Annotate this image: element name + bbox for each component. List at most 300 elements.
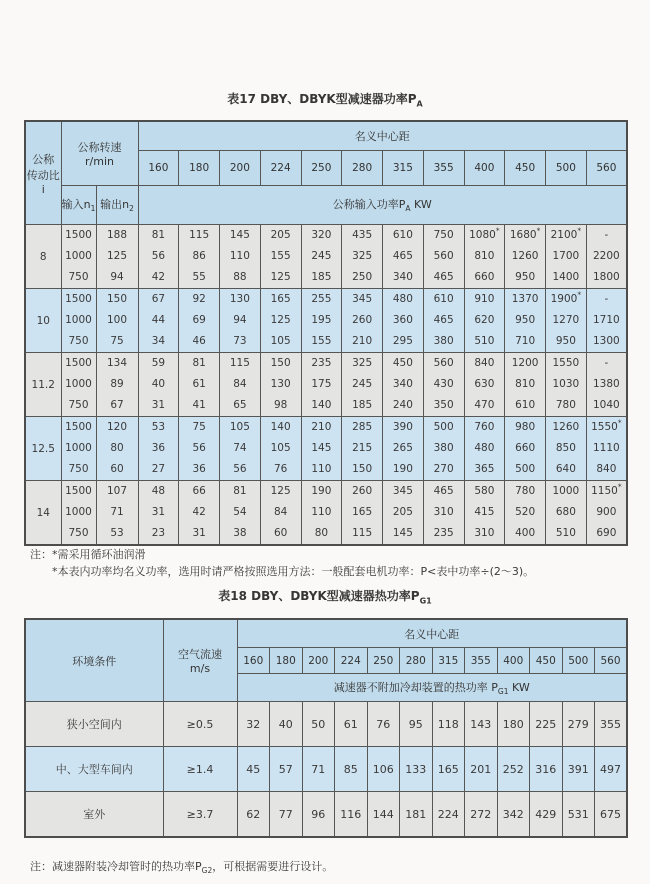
value-line: 235: [433, 527, 454, 539]
value-line: 560: [433, 250, 454, 262]
value-line: -: [604, 293, 609, 305]
table17-note-line2: *本表内功率均名义功率，选用时请严格按照选用方法：一般配套电机功率：P<表中功率÷(2～3)。: [52, 565, 535, 578]
power-value-cell: [423, 353, 464, 417]
value-line: 134: [106, 357, 128, 369]
value-line: 27: [151, 463, 166, 475]
thermal-power-subscript: G1: [497, 687, 509, 697]
power-value-cell: [505, 353, 546, 417]
value-line: 250: [352, 271, 373, 283]
value-line: 190: [392, 463, 413, 475]
center-distance-cell: 355: [423, 151, 464, 186]
value-line: 165: [270, 293, 291, 305]
thermal-power-cell: 77: [270, 792, 303, 838]
value-line: 610: [433, 293, 454, 305]
value-line: 510: [555, 527, 576, 539]
thermal-power-cell: 40: [270, 702, 303, 747]
value-line: 450: [392, 357, 413, 369]
input-speed-subscript: 1: [90, 204, 96, 214]
thermal-power-cell: 76: [367, 702, 400, 747]
thermal-power-cell: 224: [432, 792, 465, 838]
value-line: 84: [273, 506, 288, 518]
value-line: 145: [392, 527, 413, 539]
ratio-cell: 8: [25, 225, 61, 289]
value-line: 950: [515, 314, 536, 326]
center-distance-cell: 180: [270, 648, 303, 674]
value-line: 84: [233, 378, 247, 390]
oil-lubrication-asterisk: *: [577, 290, 582, 300]
center-distance-cell: 250: [301, 151, 342, 186]
power-value-cell: [260, 481, 301, 546]
value-line: 69: [192, 314, 206, 326]
thermal-power-header: [237, 674, 627, 702]
power-value-cell: [260, 417, 301, 481]
thermal-power-cell: 62: [237, 792, 270, 838]
value-line: 760: [474, 421, 495, 433]
input-power-header: [138, 186, 627, 225]
center-distance-header: 名义中心距: [138, 121, 627, 151]
value-line: 110: [311, 463, 332, 475]
output-speed-cell: [96, 289, 138, 353]
thermal-power-cell: 50: [302, 702, 335, 747]
power-value-cell: [586, 225, 627, 289]
value-line: 86: [192, 250, 206, 262]
ratio-cell: 10: [25, 289, 61, 353]
center-distance-cell: 200: [220, 151, 261, 186]
value-line: 520: [515, 506, 536, 518]
value-line: 1550*: [591, 418, 622, 433]
value-line: 53: [151, 421, 166, 433]
value-line: 41: [192, 399, 206, 411]
input-power-subscript: A: [405, 204, 411, 214]
table18-row: [25, 792, 627, 838]
value-line: 255: [311, 293, 332, 305]
thermal-power-cell: 165: [432, 747, 465, 792]
power-value-cell: [423, 289, 464, 353]
value-line: 295: [392, 335, 413, 347]
value-line: 2100*: [550, 226, 582, 241]
thermal-power-cell: 57: [270, 747, 303, 792]
table18-title-text: 表18 DBY、DBYK型减速器热功率P: [218, 589, 420, 603]
value-line: 285: [352, 421, 373, 433]
thermal-power-cell: 61: [335, 702, 368, 747]
value-line: 630: [474, 378, 495, 390]
table17-body: [25, 225, 627, 546]
value-line: 560: [433, 357, 454, 369]
power-value-cell: [546, 225, 587, 289]
value-line: 350: [433, 399, 454, 411]
value-line: 89: [110, 378, 124, 390]
power-value-cell: [220, 353, 261, 417]
value-line: 140: [270, 421, 291, 433]
value-line: 67: [110, 399, 124, 411]
value-line: 840: [474, 357, 495, 369]
value-line: 150: [352, 463, 373, 475]
air-speed-line1: 空气流速: [178, 648, 222, 661]
value-line: 215: [352, 442, 373, 454]
power-value-cell: [301, 289, 342, 353]
value-line: 1700: [552, 250, 580, 262]
table17: [24, 120, 628, 546]
thermal-power-cell: 45: [237, 747, 270, 792]
value-line: 48: [151, 485, 166, 497]
value-line: 210: [311, 421, 332, 433]
power-value-cell: [301, 353, 342, 417]
environment-cell: 狭小空间内: [25, 702, 163, 747]
power-value-cell: [505, 289, 546, 353]
center-distance-cell: 560: [595, 648, 628, 674]
air-speed-cell: ≥0.5: [163, 702, 237, 747]
value-line: 1000: [552, 485, 580, 497]
table17-ratio-block-row: [25, 225, 627, 289]
value-line: 120: [106, 421, 128, 433]
power-value-cell: [342, 481, 383, 546]
value-line: 360: [392, 314, 413, 326]
thermal-power-cell: 143: [465, 702, 498, 747]
value-line: 60: [273, 527, 288, 539]
value-line: 88: [233, 271, 247, 283]
value-line: 145: [311, 442, 332, 454]
value-line: 240: [392, 399, 413, 411]
center-distance-cell: 500: [562, 648, 595, 674]
thermal-power-cell: 355: [595, 702, 628, 747]
value-line: 1000: [65, 442, 92, 454]
power-value-cell: [586, 289, 627, 353]
table18-body: [25, 702, 627, 838]
value-line: 1000: [65, 314, 92, 326]
power-value-cell: [179, 353, 220, 417]
value-line: 245: [311, 250, 332, 262]
value-line: 185: [352, 399, 373, 411]
input-speed-header: [61, 186, 96, 225]
power-value-cell: [342, 353, 383, 417]
value-line: 1000: [65, 378, 92, 390]
power-value-cell: [546, 481, 587, 546]
value-line: 1000: [65, 250, 92, 262]
thermal-power-unit: KW: [508, 680, 530, 694]
input-speed-label: 输入n: [61, 198, 91, 212]
power-value-cell: [260, 353, 301, 417]
value-line: 900: [596, 506, 617, 518]
value-line: 155: [270, 250, 291, 262]
value-line: 340: [392, 378, 413, 390]
value-line: 44: [151, 314, 166, 326]
thermal-power-cell: 116: [335, 792, 368, 838]
power-value-cell: [505, 417, 546, 481]
thermal-power-cell: 225: [530, 702, 563, 747]
value-line: 130: [229, 293, 250, 305]
power-value-cell: [301, 417, 342, 481]
thermal-power-cell: 316: [530, 747, 563, 792]
thermal-power-cell: 133: [400, 747, 433, 792]
value-line: 1030: [552, 378, 580, 390]
value-line: 80: [110, 442, 124, 454]
value-line: 94: [110, 271, 124, 283]
value-line: 1500: [65, 229, 92, 241]
power-value-cell: [586, 353, 627, 417]
value-line: 380: [433, 335, 454, 347]
value-line: 1200: [511, 357, 539, 369]
value-line: 31: [192, 527, 206, 539]
thermal-power-label: 减速器不附加冷却装置的热功率 P: [333, 680, 498, 694]
value-line: 125: [270, 485, 291, 497]
power-value-cell: [464, 289, 505, 353]
table17-title-text: 表17 DBY、DBYK型减速器功率P: [227, 92, 417, 106]
thermal-power-cell: 118: [432, 702, 465, 747]
power-value-cell: [505, 225, 546, 289]
value-line: 115: [189, 229, 210, 241]
ratio-header-line1: 公称: [32, 152, 55, 166]
value-line: 46: [192, 335, 206, 347]
power-value-cell: [383, 289, 424, 353]
value-line: 115: [229, 357, 250, 369]
input-speed-cell: [61, 289, 96, 353]
center-distance-cell: 315: [383, 151, 424, 186]
environment-cell: 中、大型车间内: [25, 747, 163, 792]
value-line: 850: [555, 442, 576, 454]
value-line: 610: [392, 229, 413, 241]
thermal-power-cell: 180: [497, 702, 530, 747]
table18: [24, 618, 628, 838]
power-value-cell: [383, 481, 424, 546]
power-value-cell: [138, 289, 179, 353]
value-line: 1900*: [550, 290, 582, 305]
output-speed-cell: [96, 225, 138, 289]
input-speed-cell: [61, 225, 96, 289]
table18-note: [30, 858, 333, 879]
power-value-cell: [179, 225, 220, 289]
value-line: 56: [192, 442, 206, 454]
center-distance-cell: 224: [260, 151, 301, 186]
power-value-cell: [179, 289, 220, 353]
value-line: 210: [352, 335, 373, 347]
oil-lubrication-asterisk: *: [617, 418, 622, 428]
value-line: 840: [596, 463, 617, 475]
table17-title-subscript: A: [416, 99, 423, 109]
power-value-cell: [383, 225, 424, 289]
value-line: 107: [106, 485, 128, 497]
value-line: 235: [311, 357, 332, 369]
value-line: 23: [151, 527, 166, 539]
value-line: 415: [474, 506, 495, 518]
value-line: 76: [273, 463, 288, 475]
center-distance-cell: 280: [400, 648, 433, 674]
thermal-power-cell: 279: [562, 702, 595, 747]
value-line: 325: [352, 250, 373, 262]
value-line: 71: [110, 506, 124, 518]
power-value-cell: [342, 225, 383, 289]
value-line: 40: [151, 378, 166, 390]
thermal-power-cell: 32: [237, 702, 270, 747]
value-line: 60: [110, 463, 124, 475]
value-line: 780: [515, 485, 536, 497]
center-distance-cell: 250: [367, 648, 400, 674]
table18-title-subscript: G1: [419, 596, 432, 606]
thermal-power-cell: 85: [335, 747, 368, 792]
value-line: 56: [151, 250, 166, 262]
center-distance-header: 名义中心距: [237, 619, 627, 648]
power-value-cell: [220, 481, 261, 546]
output-speed-cell: [96, 417, 138, 481]
center-distance-cell: 224: [335, 648, 368, 674]
value-line: 1000: [65, 506, 92, 518]
power-value-cell: [260, 289, 301, 353]
value-line: 190: [311, 485, 332, 497]
value-line: 260: [352, 485, 373, 497]
air-speed-header: [163, 619, 237, 702]
value-line: 56: [233, 463, 247, 475]
table18-title: [0, 587, 650, 605]
input-power-label: 公称输入功率P: [332, 198, 406, 212]
table18-note-subscript: G2: [201, 866, 213, 876]
input-speed-cell: [61, 481, 96, 546]
value-line: -: [604, 357, 609, 369]
value-line: 470: [474, 399, 495, 411]
input-speed-cell: [61, 353, 96, 417]
value-line: 94: [233, 314, 247, 326]
value-line: 510: [474, 335, 495, 347]
power-value-cell: [342, 289, 383, 353]
value-line: 1680*: [509, 226, 541, 241]
value-line: 125: [270, 314, 291, 326]
center-distance-cell: 450: [505, 151, 546, 186]
value-line: 53: [110, 527, 124, 539]
power-value-cell: [220, 225, 261, 289]
value-line: 340: [392, 271, 413, 283]
value-line: 750: [68, 399, 89, 411]
value-line: 345: [392, 485, 413, 497]
value-line: 435: [352, 229, 373, 241]
value-line: 130: [270, 378, 291, 390]
table18-row: [25, 747, 627, 792]
value-line: 105: [270, 335, 291, 347]
oil-lubrication-asterisk: *: [577, 226, 582, 236]
value-line: 1500: [65, 357, 92, 369]
value-line: 1500: [65, 421, 92, 433]
value-line: 325: [352, 357, 373, 369]
power-value-cell: [138, 481, 179, 546]
air-speed-cell: ≥1.4: [163, 747, 237, 792]
air-speed-line2: m/s: [189, 662, 211, 675]
value-line: 1270: [552, 314, 580, 326]
value-line: 750: [68, 335, 89, 347]
value-line: 465: [392, 250, 413, 262]
ratio-cell: 14: [25, 481, 61, 546]
table17-ratio-block-row: [25, 481, 627, 546]
power-value-cell: [586, 481, 627, 546]
value-line: 105: [229, 421, 250, 433]
table18-note-text: 注：减速器附装冷却管时的热功率P: [30, 860, 202, 873]
value-line: 610: [515, 399, 536, 411]
power-value-cell: [546, 289, 587, 353]
thermal-power-cell: 531: [562, 792, 595, 838]
value-line: 59: [151, 357, 166, 369]
thermal-power-cell: 342: [497, 792, 530, 838]
thermal-power-cell: 201: [465, 747, 498, 792]
value-line: 74: [233, 442, 247, 454]
power-value-cell: [423, 417, 464, 481]
thermal-power-cell: 391: [562, 747, 595, 792]
value-line: 1380: [593, 378, 620, 390]
environment-cell: 室外: [25, 792, 163, 838]
power-value-cell: [383, 417, 424, 481]
speed-header: [61, 121, 138, 186]
value-line: 31: [151, 506, 166, 518]
power-value-cell: [423, 481, 464, 546]
value-line: 910: [474, 293, 495, 305]
value-line: 125: [106, 250, 128, 262]
value-line: 500: [433, 421, 454, 433]
value-line: 115: [352, 527, 373, 539]
value-line: 2200: [593, 250, 620, 262]
value-line: 750: [68, 463, 89, 475]
value-line: 100: [106, 314, 128, 326]
value-line: 750: [68, 527, 89, 539]
value-line: 92: [192, 293, 206, 305]
table17-ratio-block-row: [25, 353, 627, 417]
value-line: 430: [433, 378, 454, 390]
value-line: 640: [555, 463, 576, 475]
thermal-power-cell: 252: [497, 747, 530, 792]
value-line: 1550: [552, 357, 580, 369]
output-speed-label: 输出n: [100, 198, 130, 212]
value-line: 320: [311, 229, 332, 241]
table17-ratio-block-row: [25, 289, 627, 353]
power-value-cell: [464, 481, 505, 546]
value-line: 188: [106, 229, 128, 241]
value-line: 205: [270, 229, 291, 241]
power-value-cell: [383, 353, 424, 417]
value-line: 150: [106, 293, 128, 305]
value-line: 260: [352, 314, 373, 326]
value-line: 36: [151, 442, 166, 454]
ratio-header-line2: 传动比i: [26, 168, 60, 196]
value-line: 380: [433, 442, 454, 454]
thermal-power-cell: 497: [595, 747, 628, 792]
value-line: 155: [311, 335, 332, 347]
power-value-cell: [138, 353, 179, 417]
center-distance-cell: 315: [432, 648, 465, 674]
value-line: 465: [433, 485, 454, 497]
power-value-cell: [505, 481, 546, 546]
thermal-power-cell: 675: [595, 792, 628, 838]
output-speed-cell: [96, 481, 138, 546]
value-line: 660: [515, 442, 536, 454]
value-line: 42: [192, 506, 206, 518]
power-value-cell: [464, 225, 505, 289]
value-line: 780: [555, 399, 576, 411]
value-line: 480: [392, 293, 413, 305]
value-line: 500: [515, 463, 536, 475]
thermal-power-cell: 96: [302, 792, 335, 838]
value-line: 80: [314, 527, 329, 539]
power-value-cell: [220, 289, 261, 353]
value-line: 42: [151, 271, 166, 283]
value-line: 110: [311, 506, 332, 518]
value-line: 660: [474, 271, 495, 283]
value-line: 980: [515, 421, 536, 433]
center-distance-cell: 280: [342, 151, 383, 186]
value-line: 98: [273, 399, 288, 411]
thermal-power-cell: 181: [400, 792, 433, 838]
value-line: 1400: [552, 271, 580, 283]
power-value-cell: [179, 481, 220, 546]
power-value-cell: [546, 417, 587, 481]
thermal-power-cell: 95: [400, 702, 433, 747]
power-value-cell: [260, 225, 301, 289]
value-line: 105: [270, 442, 291, 454]
value-line: 140: [311, 399, 332, 411]
value-line: 950: [515, 271, 536, 283]
